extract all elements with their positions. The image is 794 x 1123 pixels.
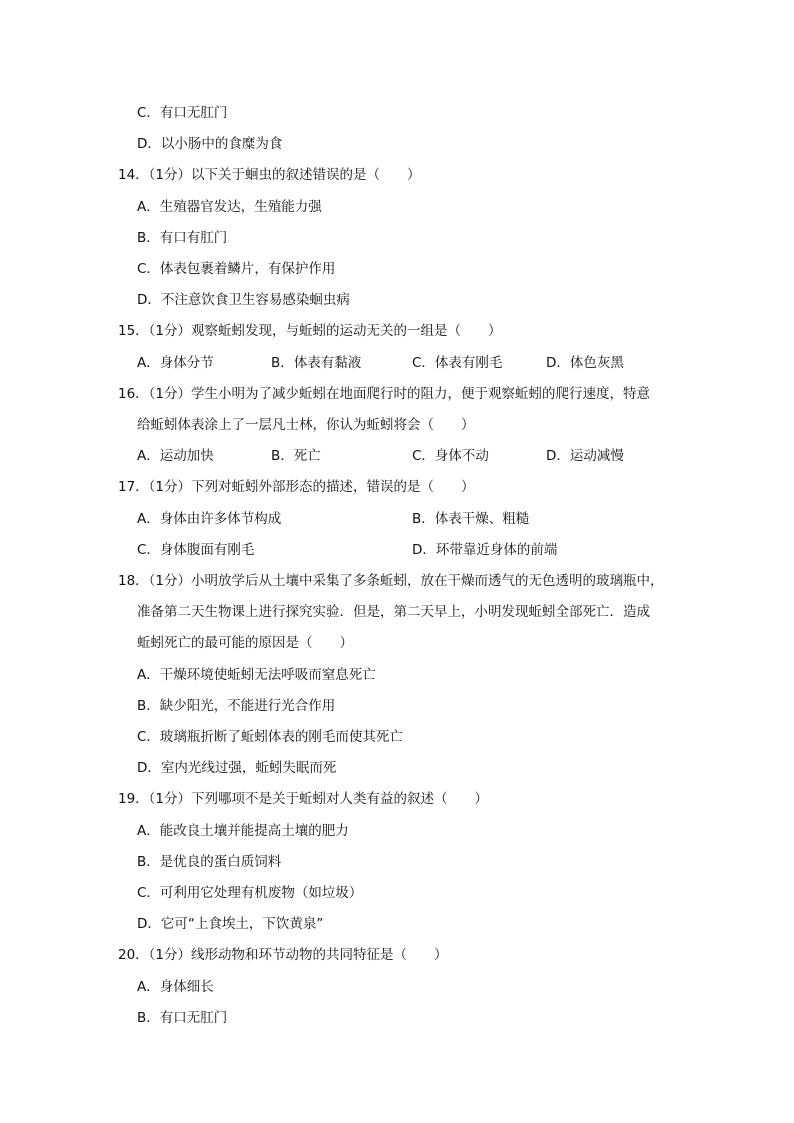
option-line: B．有口有肛门 [137, 230, 228, 246]
option-line: B．是优良的蛋白质饲料 [137, 854, 282, 870]
question-stem: 18．（1分）小明放学后从土壤中采集了多条蚯蚓，放在干燥而透气的无色透明的玻璃瓶中， [118, 573, 664, 589]
question-stem: 16．（1分）学生小明为了减少蚯蚓在地面爬行时的阻力，便于观察蚯蚓的爬行速度，特意 [118, 386, 651, 402]
question-stem: 14．（1分）以下关于蛔虫的叙述错误的是（ ） [118, 167, 421, 183]
option-choice: B．体表干燥、粗糙 [412, 511, 530, 527]
option-choice: D．体色灰黑 [546, 355, 624, 371]
option-choice: D．环带靠近身体的前端 [412, 542, 558, 558]
option-line: D．以小肠中的食糜为食 [137, 136, 283, 152]
option-choice: C．体表有刚毛 [412, 355, 503, 371]
option-line: C．体表包裹着鳞片，有保护作用 [137, 261, 336, 277]
option-line: A．能改良土壤并能提高土壤的肥力 [137, 823, 349, 839]
question-stem: 17．（1分）下列对蚯蚓外部形态的描述，错误的是（ ） [118, 479, 475, 495]
option-choice: D．运动减慢 [546, 448, 624, 464]
question-stem-continuation: 给蚯蚓体表涂上了一层凡士林，你认为蚯蚓将会（ ） [137, 417, 475, 433]
question-stem: 19．（1分）下列哪项不是关于蚯蚓对人类有益的叙述（ ） [118, 791, 489, 807]
option-line: A．干燥环境使蚯蚓无法呼吸而窒息死亡 [137, 667, 376, 683]
option-choice: B．死亡 [271, 448, 321, 464]
option-choice: C．身体腹面有刚毛 [137, 542, 255, 558]
option-line: D．不注意饮食卫生容易感染蛔虫病 [137, 292, 350, 308]
option-choice: A．身体分节 [137, 355, 214, 371]
option-line: C．可利用它处理有机废物（如垃圾） [137, 885, 363, 901]
option-line: B．有口无肛门 [137, 1010, 228, 1026]
option-line: A．生殖器官发达，生殖能力强 [137, 199, 322, 215]
option-choice: C．身体不动 [412, 448, 489, 464]
option-line: D．室内光线过强，蚯蚓失眠而死 [137, 760, 337, 776]
option-line: C．玻璃瓶折断了蚯蚓体表的刚毛而使其死亡 [137, 729, 403, 745]
option-line: B．缺少阳光，不能进行光合作用 [137, 698, 336, 714]
question-stem-continuation: 准备第二天生物课上进行探究实验．但是，第二天早上，小明发现蚯蚓全部死亡．造成 [137, 604, 650, 620]
option-choice: B．体表有黏液 [271, 355, 362, 371]
question-stem-continuation: 蚯蚓死亡的最可能的原因是（ ） [137, 635, 353, 651]
option-line: C．有口无肛门 [137, 105, 228, 121]
option-choice: A．运动加快 [137, 448, 214, 464]
option-choice: A．身体由许多体节构成 [137, 511, 282, 527]
question-stem: 20．（1分）线形动物和环节动物的共同特征是（ ） [118, 947, 448, 963]
question-stem: 15．（1分）观察蚯蚓发现，与蚯蚓的运动无关的一组是（ ） [118, 323, 502, 339]
option-line: D．它可“上食埃土，下饮黄泉” [137, 916, 324, 932]
option-line: A．身体细长 [137, 979, 214, 995]
